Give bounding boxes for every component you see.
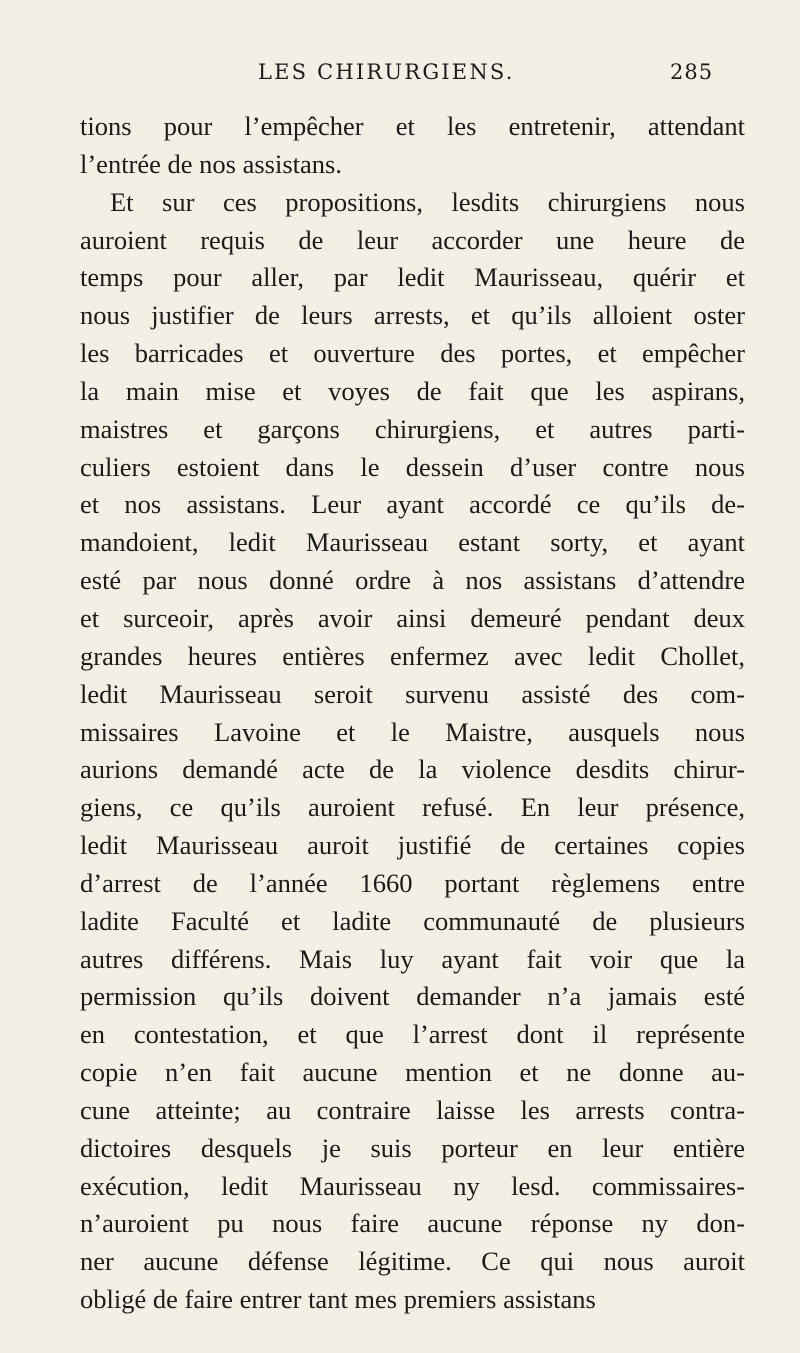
text-line: ledit Maurisseau auroit justifié de certaines copies <box>80 830 745 861</box>
text-line: les barricades et ouverture des portes, et empêcher <box>80 338 745 369</box>
text-line: l’entrée de nos assistans. <box>80 148 342 179</box>
text-line: missaires Lavoine et le Maistre, ausquels nous <box>80 716 745 747</box>
text-line: temps pour aller, par ledit Maurisseau, quérir et <box>80 262 745 293</box>
body-text <box>80 108 745 1319</box>
text-line: auroient requis de leur accorder une heure de <box>80 224 745 255</box>
text-line: en contestation, et que l’arrest dont il représente <box>80 1019 745 1050</box>
text-line: et surceoir, après avoir ainsi demeuré pendant deux <box>80 602 745 633</box>
text-line: permission qu’ils doivent demander n’a jamais esté <box>80 981 745 1012</box>
text-line: autres différens. Mais luy ayant fait voir que la <box>80 943 745 974</box>
page-header <box>0 60 800 90</box>
text-line: copie n’en fait aucune mention et ne donne au- <box>80 1057 745 1088</box>
text-line: esté par nous donné ordre à nos assistans d’attendre <box>80 565 745 596</box>
text-line: tions pour l’empêcher et les entretenir, attendant <box>80 111 745 141</box>
text-line: ladite Faculté et ladite communauté de plusieurs <box>80 905 745 936</box>
text-line: aurions demandé acte de la violence desdits chirur- <box>80 754 745 785</box>
text-line: nous justifier de leurs arrests, et qu’ils alloient oster <box>80 300 745 331</box>
text-line: exécution, ledit Maurisseau ny lesd. commissaires- <box>80 1170 745 1201</box>
text-line: n’auroient pu nous faire aucune réponse ny don- <box>80 1208 745 1239</box>
text-line: obligé de faire entrer tant mes premiers assistans <box>80 1284 596 1315</box>
text-line: ledit Maurisseau seroit survenu assisté des com- <box>80 678 745 709</box>
running-title: LES CHIRURGIENS. <box>258 60 515 84</box>
page-number: 285 <box>670 60 714 84</box>
text-line: et nos assistans. Leur ayant accordé ce qu’ils de- <box>80 489 745 520</box>
text-line: dictoires desquels je suis porteur en leur entière <box>80 1132 745 1163</box>
text-line: grandes heures entières enfermez avec ledit Chollet, <box>80 640 745 671</box>
text-line: mandoient, ledit Maurisseau estant sorty, et ayant <box>80 527 745 558</box>
text-line: ner aucune défense légitime. Ce qui nous auroit <box>80 1246 745 1277</box>
text-line: culiers estoient dans le dessein d’user contre nous <box>80 451 745 482</box>
text-line: la main mise et voyes de fait que les aspirans, <box>80 375 745 406</box>
text-line: giens, ce qu’ils auroient refusé. En leur présence, <box>80 792 745 823</box>
text-line: maistres et garçons chirurgiens, et autres parti- <box>80 413 745 444</box>
text-line: Et sur ces propositions, lesdits chirurgiens nous <box>110 186 745 217</box>
text-line: d’arrest de l’année 1660 portant règlemens entre <box>80 867 745 898</box>
text-line: cune atteinte; au contraire laisse les arrests contra- <box>80 1094 745 1125</box>
